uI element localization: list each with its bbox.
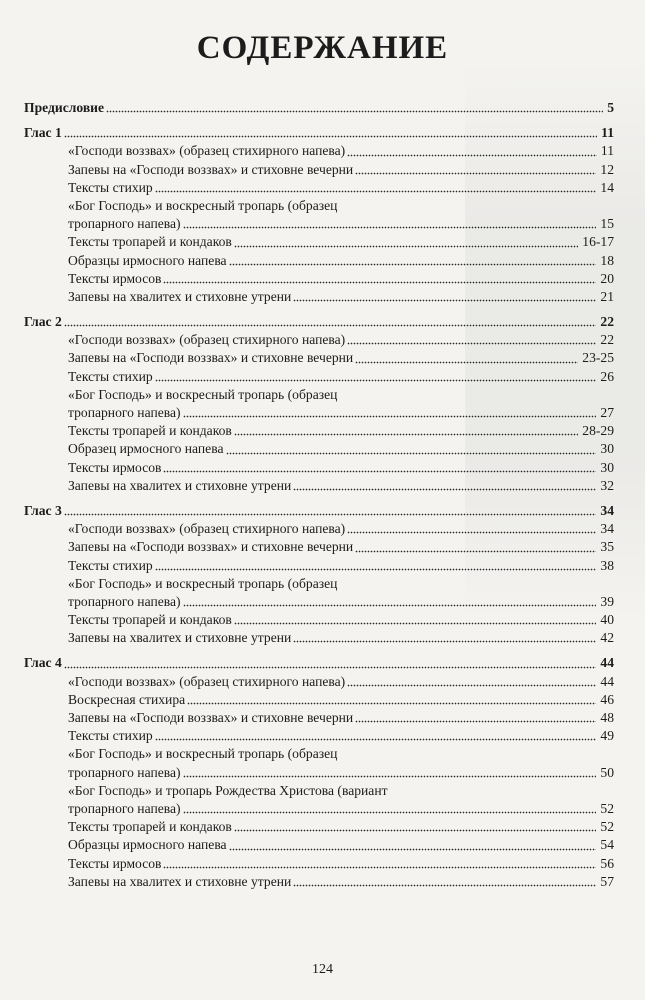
toc-entry[interactable]	[24, 404, 614, 422]
dot-leader	[163, 470, 596, 473]
toc-entry-page: 48	[600, 710, 614, 725]
toc-entry-label: Запевы на «Господи воззвах» и стиховне вечерни	[68, 161, 354, 177]
toc-entry-label: Глас 2	[24, 314, 62, 330]
toc-entry-page: 35	[600, 539, 614, 555]
toc-entry-label: Запевы на хвалитех и стиховне утрени	[68, 288, 292, 304]
toc-entry-label: Образцы ирмосного напева	[68, 837, 227, 853]
toc-entry-label: Тексты тропарей и кондаков	[68, 819, 232, 835]
toc-entry-label: тропарного напева)	[68, 405, 181, 420]
toc-entry-page: 40	[600, 612, 614, 628]
toc-entry[interactable]	[24, 386, 614, 404]
toc-entry-page: 22	[600, 332, 614, 348]
toc-entry-label: тропарного напева)	[68, 216, 181, 232]
toc-entry-label: «Господи воззвах» (образец стихирного напева)	[68, 143, 346, 159]
toc-entry-label: Тексты тропарей и кондаков	[68, 612, 232, 628]
table-of-contents	[24, 99, 614, 891]
toc-entry-page: 5	[607, 100, 614, 115]
toc-entry-label: Запевы на «Господи воззвах» и стиховне вечерни	[68, 350, 354, 366]
toc-entry[interactable]	[24, 691, 614, 709]
dot-leader	[347, 684, 596, 687]
dot-leader	[183, 775, 597, 778]
toc-entry-label: Тексты стихир	[68, 728, 153, 744]
toc-entry-label: «Господи воззвах» (образец стихирного напева)	[68, 521, 346, 537]
dot-leader	[234, 245, 578, 248]
dot-leader	[64, 513, 597, 516]
toc-entry[interactable]	[24, 459, 614, 477]
toc-entry[interactable]	[24, 422, 614, 440]
dot-leader	[155, 379, 597, 382]
dot-leader	[163, 281, 596, 284]
toc-entry-label: «Бог Господь» и воскресный тропарь (образец	[68, 575, 338, 591]
toc-entry-page: 12	[600, 161, 614, 177]
dot-leader	[234, 622, 597, 625]
dot-leader	[64, 324, 597, 327]
page-number: 124	[312, 962, 333, 977]
toc-entry-page: 21	[600, 288, 614, 304]
toc-entry-page: 57	[600, 873, 614, 889]
section-gap	[24, 117, 614, 124]
toc-entry-page: 32	[600, 477, 614, 493]
toc-entry-page: 34	[600, 502, 614, 518]
section-gap	[24, 306, 614, 313]
toc-entry[interactable]	[24, 368, 614, 386]
dot-leader	[64, 135, 597, 138]
toc-entry-label: Тексты стихир	[68, 368, 153, 384]
toc-section-entry[interactable]	[24, 313, 614, 331]
toc-entry[interactable]	[24, 709, 614, 727]
dot-leader	[234, 829, 597, 832]
dot-leader	[234, 433, 578, 436]
dot-leader	[183, 226, 597, 229]
toc-entry-page: 44	[600, 673, 614, 689]
dot-leader	[183, 811, 597, 814]
toc-entry[interactable]	[24, 270, 614, 288]
toc-entry-page: 20	[600, 270, 614, 286]
dot-leader	[155, 190, 597, 193]
toc-entry-page: 39	[600, 593, 614, 609]
toc-entry[interactable]	[24, 873, 614, 891]
dot-leader	[155, 738, 597, 741]
toc-entry[interactable]	[24, 477, 614, 495]
toc-entry-label: тропарного напева)	[68, 593, 181, 609]
toc-entry-page: 15	[600, 216, 614, 232]
toc-entry-label: «Господи воззвах» (образец стихирного напева)	[68, 673, 346, 689]
section-gap	[24, 495, 614, 502]
toc-entry-label: Предисловие	[24, 100, 105, 115]
toc-entry[interactable]	[24, 197, 614, 215]
toc-section-entry[interactable]	[24, 124, 614, 142]
toc-section-entry[interactable]	[24, 99, 614, 117]
toc-entry-label: Запевы на «Господи воззвах» и стиховне вечерни	[68, 710, 354, 725]
toc-entry[interactable]	[24, 215, 614, 233]
toc-entry[interactable]	[24, 288, 614, 306]
dot-leader	[355, 550, 596, 553]
toc-entry-page: 22	[600, 314, 614, 330]
toc-entry-label: Запевы на хвалитех и стиховне утрени	[68, 873, 292, 889]
toc-entry-page: 23-25	[582, 350, 614, 366]
toc-entry-page: 18	[600, 252, 614, 268]
toc-entry-label: тропарного напева)	[68, 764, 181, 780]
toc-entry[interactable]	[24, 233, 614, 251]
toc-entry-page: 44	[600, 655, 614, 671]
toc-entry-page: 46	[600, 691, 614, 707]
dot-leader	[155, 568, 597, 571]
toc-entry[interactable]	[24, 557, 614, 575]
toc-entry[interactable]	[24, 575, 614, 593]
toc-entry[interactable]	[24, 727, 614, 745]
toc-entry-label: Глас 3	[24, 502, 62, 518]
toc-entry-label: «Бог Господь» и воскресный тропарь (образец	[68, 386, 338, 402]
toc-entry-page: 38	[600, 557, 614, 573]
dot-leader	[183, 604, 597, 607]
toc-entry[interactable]	[24, 764, 614, 782]
toc-entry-label: Тексты ирмосов	[68, 459, 162, 475]
toc-entry-label: «Бог Господь» и тропарь Рождества Христова (вариант	[68, 782, 388, 798]
dot-leader	[64, 666, 597, 669]
toc-entry-label: «Бог Господь» и воскресный тропарь (образец	[68, 746, 338, 762]
toc-entry-label: Тексты ирмосов	[68, 270, 162, 286]
dot-leader	[229, 848, 597, 851]
toc-entry[interactable]	[24, 538, 614, 556]
dot-leader	[293, 299, 596, 302]
toc-entry-page: 11	[600, 143, 614, 159]
toc-entry-page: 30	[600, 459, 614, 475]
toc-entry-label: Запевы на хвалитех и стиховне утрени	[68, 630, 292, 646]
toc-entry-page: 52	[600, 819, 614, 835]
toc-entry-page: 49	[600, 728, 614, 744]
toc-entry-page: 26	[600, 368, 614, 384]
toc-entry[interactable]	[24, 818, 614, 836]
toc-section-entry[interactable]	[24, 654, 614, 672]
dot-leader	[187, 702, 596, 705]
dot-leader	[347, 531, 596, 534]
toc-entry[interactable]	[24, 593, 614, 611]
dot-leader	[347, 154, 597, 157]
toc-entry[interactable]	[24, 331, 614, 349]
toc-entry-page: 50	[600, 764, 614, 780]
toc-entry[interactable]	[24, 611, 614, 629]
toc-entry[interactable]	[24, 252, 614, 270]
toc-entry[interactable]	[24, 142, 614, 160]
toc-entry[interactable]	[24, 745, 614, 763]
toc-entry-label: Глас 1	[24, 125, 62, 141]
toc-entry[interactable]	[24, 179, 614, 197]
dot-leader	[226, 452, 597, 455]
toc-entry[interactable]	[24, 520, 614, 538]
dot-leader	[293, 884, 596, 887]
toc-entry-label: «Бог Господь» и воскресный тропарь (образец	[68, 197, 338, 213]
toc-entry-label: Тексты тропарей и кондаков	[68, 423, 232, 439]
toc-entry-label: Образец ирмосного напева	[68, 441, 224, 457]
toc-entry-page: 14	[600, 179, 614, 195]
toc-entry-label: Тексты стихир	[68, 179, 153, 195]
toc-entry-label: Глас 4	[24, 655, 62, 671]
toc-entry[interactable]	[24, 855, 614, 873]
dot-leader	[106, 110, 603, 113]
toc-entry-label: «Господи воззвах» (образец стихирного напева)	[68, 332, 346, 348]
toc-entry[interactable]	[24, 836, 614, 854]
toc-entry-page: 34	[600, 521, 614, 537]
toc-entry[interactable]	[24, 782, 614, 800]
dot-leader	[163, 866, 596, 869]
toc-entry-label: тропарного напева)	[68, 800, 181, 816]
toc-entry-label: Тексты ирмосов	[68, 855, 162, 871]
section-gap	[24, 647, 614, 654]
toc-entry-label: Запевы на хвалитех и стиховне утрени	[68, 477, 292, 493]
dot-leader	[183, 415, 597, 418]
toc-entry[interactable]	[24, 349, 614, 367]
toc-entry-page: 28-29	[582, 423, 614, 439]
toc-entry[interactable]	[24, 673, 614, 691]
toc-entry[interactable]	[24, 800, 614, 818]
toc-entry-label: Воскресная стихира	[68, 691, 186, 707]
dot-leader	[229, 263, 597, 266]
dot-leader	[355, 172, 596, 175]
toc-entry-page: 27	[600, 405, 614, 420]
toc-entry-page: 42	[600, 630, 614, 646]
toc-entry-page: 30	[600, 441, 614, 457]
toc-entry[interactable]	[24, 440, 614, 458]
dot-leader	[293, 488, 596, 491]
toc-entry-label: Образцы ирмосного напева	[68, 252, 227, 268]
toc-entry[interactable]	[24, 629, 614, 647]
toc-entry-page: 52	[600, 800, 614, 816]
toc-entry[interactable]	[24, 161, 614, 179]
toc-entry-page: 16-17	[582, 234, 614, 250]
toc-entry-label: Тексты тропарей и кондаков	[68, 234, 232, 250]
dot-leader	[347, 342, 596, 345]
toc-entry-label: Запевы на «Господи воззвах» и стиховне вечерни	[68, 539, 354, 555]
toc-entry-page: 54	[600, 837, 614, 853]
dot-leader	[355, 720, 596, 723]
toc-entry-page: 56	[600, 855, 614, 871]
page-title: СОДЕРЖАНИЕ	[196, 30, 449, 66]
dot-leader	[293, 640, 596, 643]
toc-entry-page: 11	[601, 125, 614, 141]
toc-section-entry[interactable]	[24, 502, 614, 520]
dot-leader	[355, 361, 578, 364]
toc-entry-label: Тексты стихир	[68, 557, 153, 573]
